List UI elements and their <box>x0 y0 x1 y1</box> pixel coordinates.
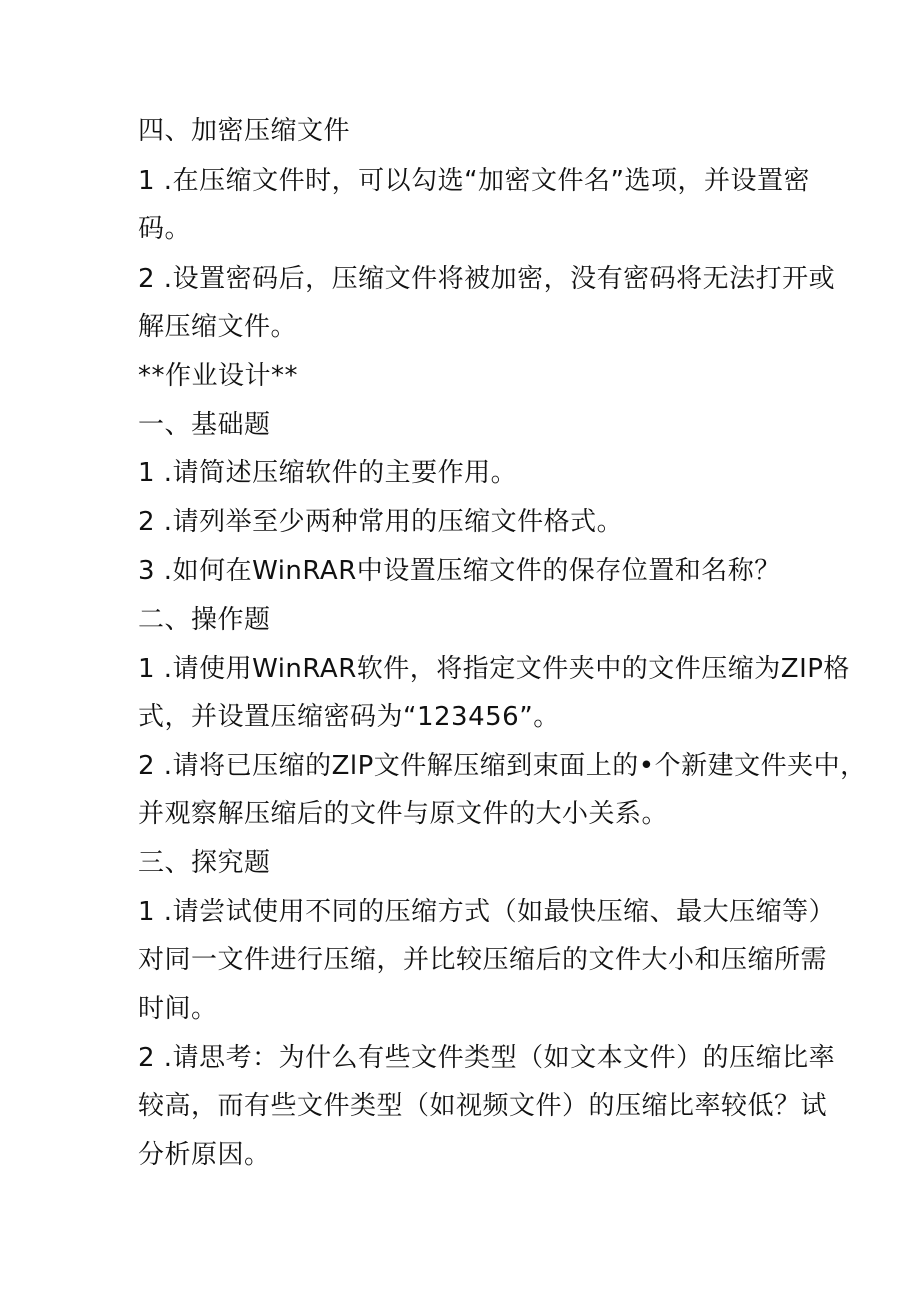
question-line: 3 .如何在WinRAR中设置压缩文件的保存位置和名称？ <box>138 556 781 586</box>
question-line: 较高，而有些文件类型（如视频文件）的压缩比率较低？试 <box>138 1091 828 1121</box>
section-heading-explore: 三、探究题 <box>138 848 271 878</box>
question-line: 2 .请将已压缩的ZlP文件解压缩到束面上的•个新建文件夹中， <box>138 751 867 781</box>
question-line: 1 .请使用WinRAR软件，将指定文件夹中的文件压缩为ZIP格 <box>138 654 850 684</box>
section-heading-basic: 一、基础题 <box>138 410 271 440</box>
section-heading-operation: 二、操作题 <box>138 605 271 635</box>
question-line: 2 .请列举至少两种常用的压缩文件格式。 <box>138 507 624 537</box>
paragraph-line: 解压缩文件。 <box>138 312 298 342</box>
question-line: 1 .请尝试使用不同的压缩方式（如最快压缩、最大压缩等） <box>138 897 836 927</box>
section-heading-homework: **作业设计** <box>138 361 299 391</box>
question-line: 式，并设置压缩密码为“123456”。 <box>138 702 560 732</box>
question-line: 并观察解压缩后的文件与原文件的大小关系。 <box>138 799 669 829</box>
paragraph-line: 1 .在压缩文件时，可以勾选“加密文件名”选项，并设置密 <box>138 166 811 196</box>
paragraph-line: 码。 <box>138 214 192 244</box>
question-line: 对同一文件进行压缩，并比较压缩后的文件大小和压缩所需 <box>138 945 828 975</box>
question-line: 2 .请思考：为什么有些文件类型（如文本文件）的压缩比率 <box>138 1043 836 1073</box>
question-line: 时间。 <box>138 994 218 1024</box>
question-line: 分析原因。 <box>138 1140 271 1170</box>
paragraph-line: 2 .设置密码后，压缩文件将被加密，没有密码将无法打开或 <box>138 264 836 294</box>
section-heading-encrypt: 四、加密压缩文件 <box>138 116 351 146</box>
question-line: 1 .请简述压缩软件的主要作用。 <box>138 458 518 488</box>
